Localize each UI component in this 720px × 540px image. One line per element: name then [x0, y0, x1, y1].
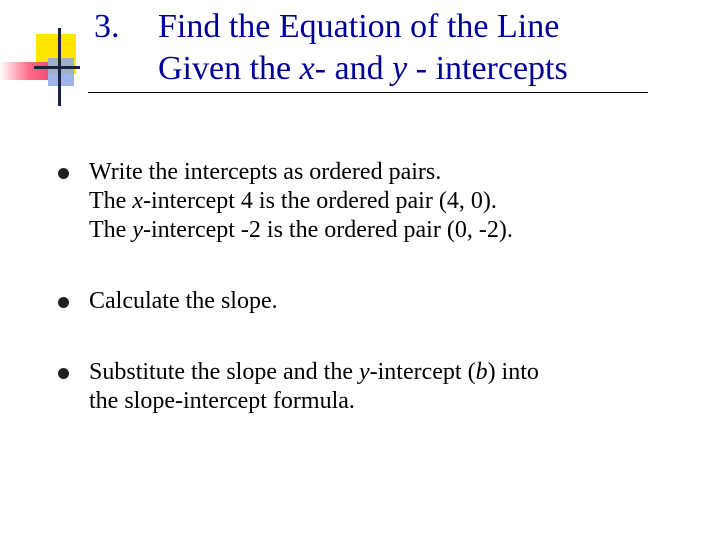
- ornament-blue-square: [48, 58, 74, 86]
- bullet-dot-icon: [58, 368, 69, 379]
- title-underline: [88, 92, 648, 93]
- b1-l2-var: x: [132, 188, 143, 214]
- b1-l3-var: y: [132, 217, 143, 243]
- b3-l1-mid: -intercept (: [369, 359, 476, 385]
- ornament-horizontal-line: [34, 66, 80, 69]
- title-text-2a: Given the: [158, 50, 300, 87]
- bullet-dot-icon: [58, 168, 69, 179]
- title-text-2c: - intercepts: [407, 50, 568, 87]
- title-number: 3.: [94, 8, 120, 45]
- bullet-1-line-3: [89, 216, 708, 245]
- slide-title: [94, 6, 568, 90]
- bullet-dot-icon: [58, 297, 69, 308]
- title-text-2b: - and: [314, 50, 393, 87]
- b3-l1-pre: Substitute the slope and the: [89, 359, 359, 385]
- b1-l2-pre: The: [89, 188, 133, 214]
- title-var-x: x: [299, 50, 315, 87]
- b3-l1-post: ) into: [487, 359, 539, 385]
- corner-ornament: [0, 0, 100, 110]
- ornament-pink-bar: [0, 62, 48, 80]
- b1-l3-pre: The: [89, 217, 133, 243]
- bullet-1-line-2: [89, 187, 708, 216]
- bullet-2-line-1: Calculate the slope.: [89, 288, 278, 314]
- title-line-2: [94, 48, 568, 90]
- bullet-3-line-1: [89, 358, 708, 387]
- b3-l1-var: y: [358, 359, 370, 385]
- title-var-y: y: [392, 50, 408, 87]
- bullet-1-line-1: Write the intercepts as ordered pairs.: [89, 159, 442, 185]
- bullet-item-2: [58, 287, 708, 316]
- b3-l1-b: b: [475, 359, 488, 385]
- bullet-3-line-2: the slope-intercept formula.: [89, 388, 355, 414]
- bullet-item-3: [58, 358, 708, 416]
- title-line-1: [94, 6, 568, 48]
- bullet-item-1: [58, 158, 708, 245]
- b1-l3-post: -intercept -2 is the ordered pair (0, -2).: [142, 217, 513, 243]
- bullet-list: [58, 158, 708, 458]
- b1-l2-post: -intercept 4 is the ordered pair (4, 0).: [142, 188, 497, 214]
- title-text-1: Find the Equation of the Line: [158, 8, 560, 45]
